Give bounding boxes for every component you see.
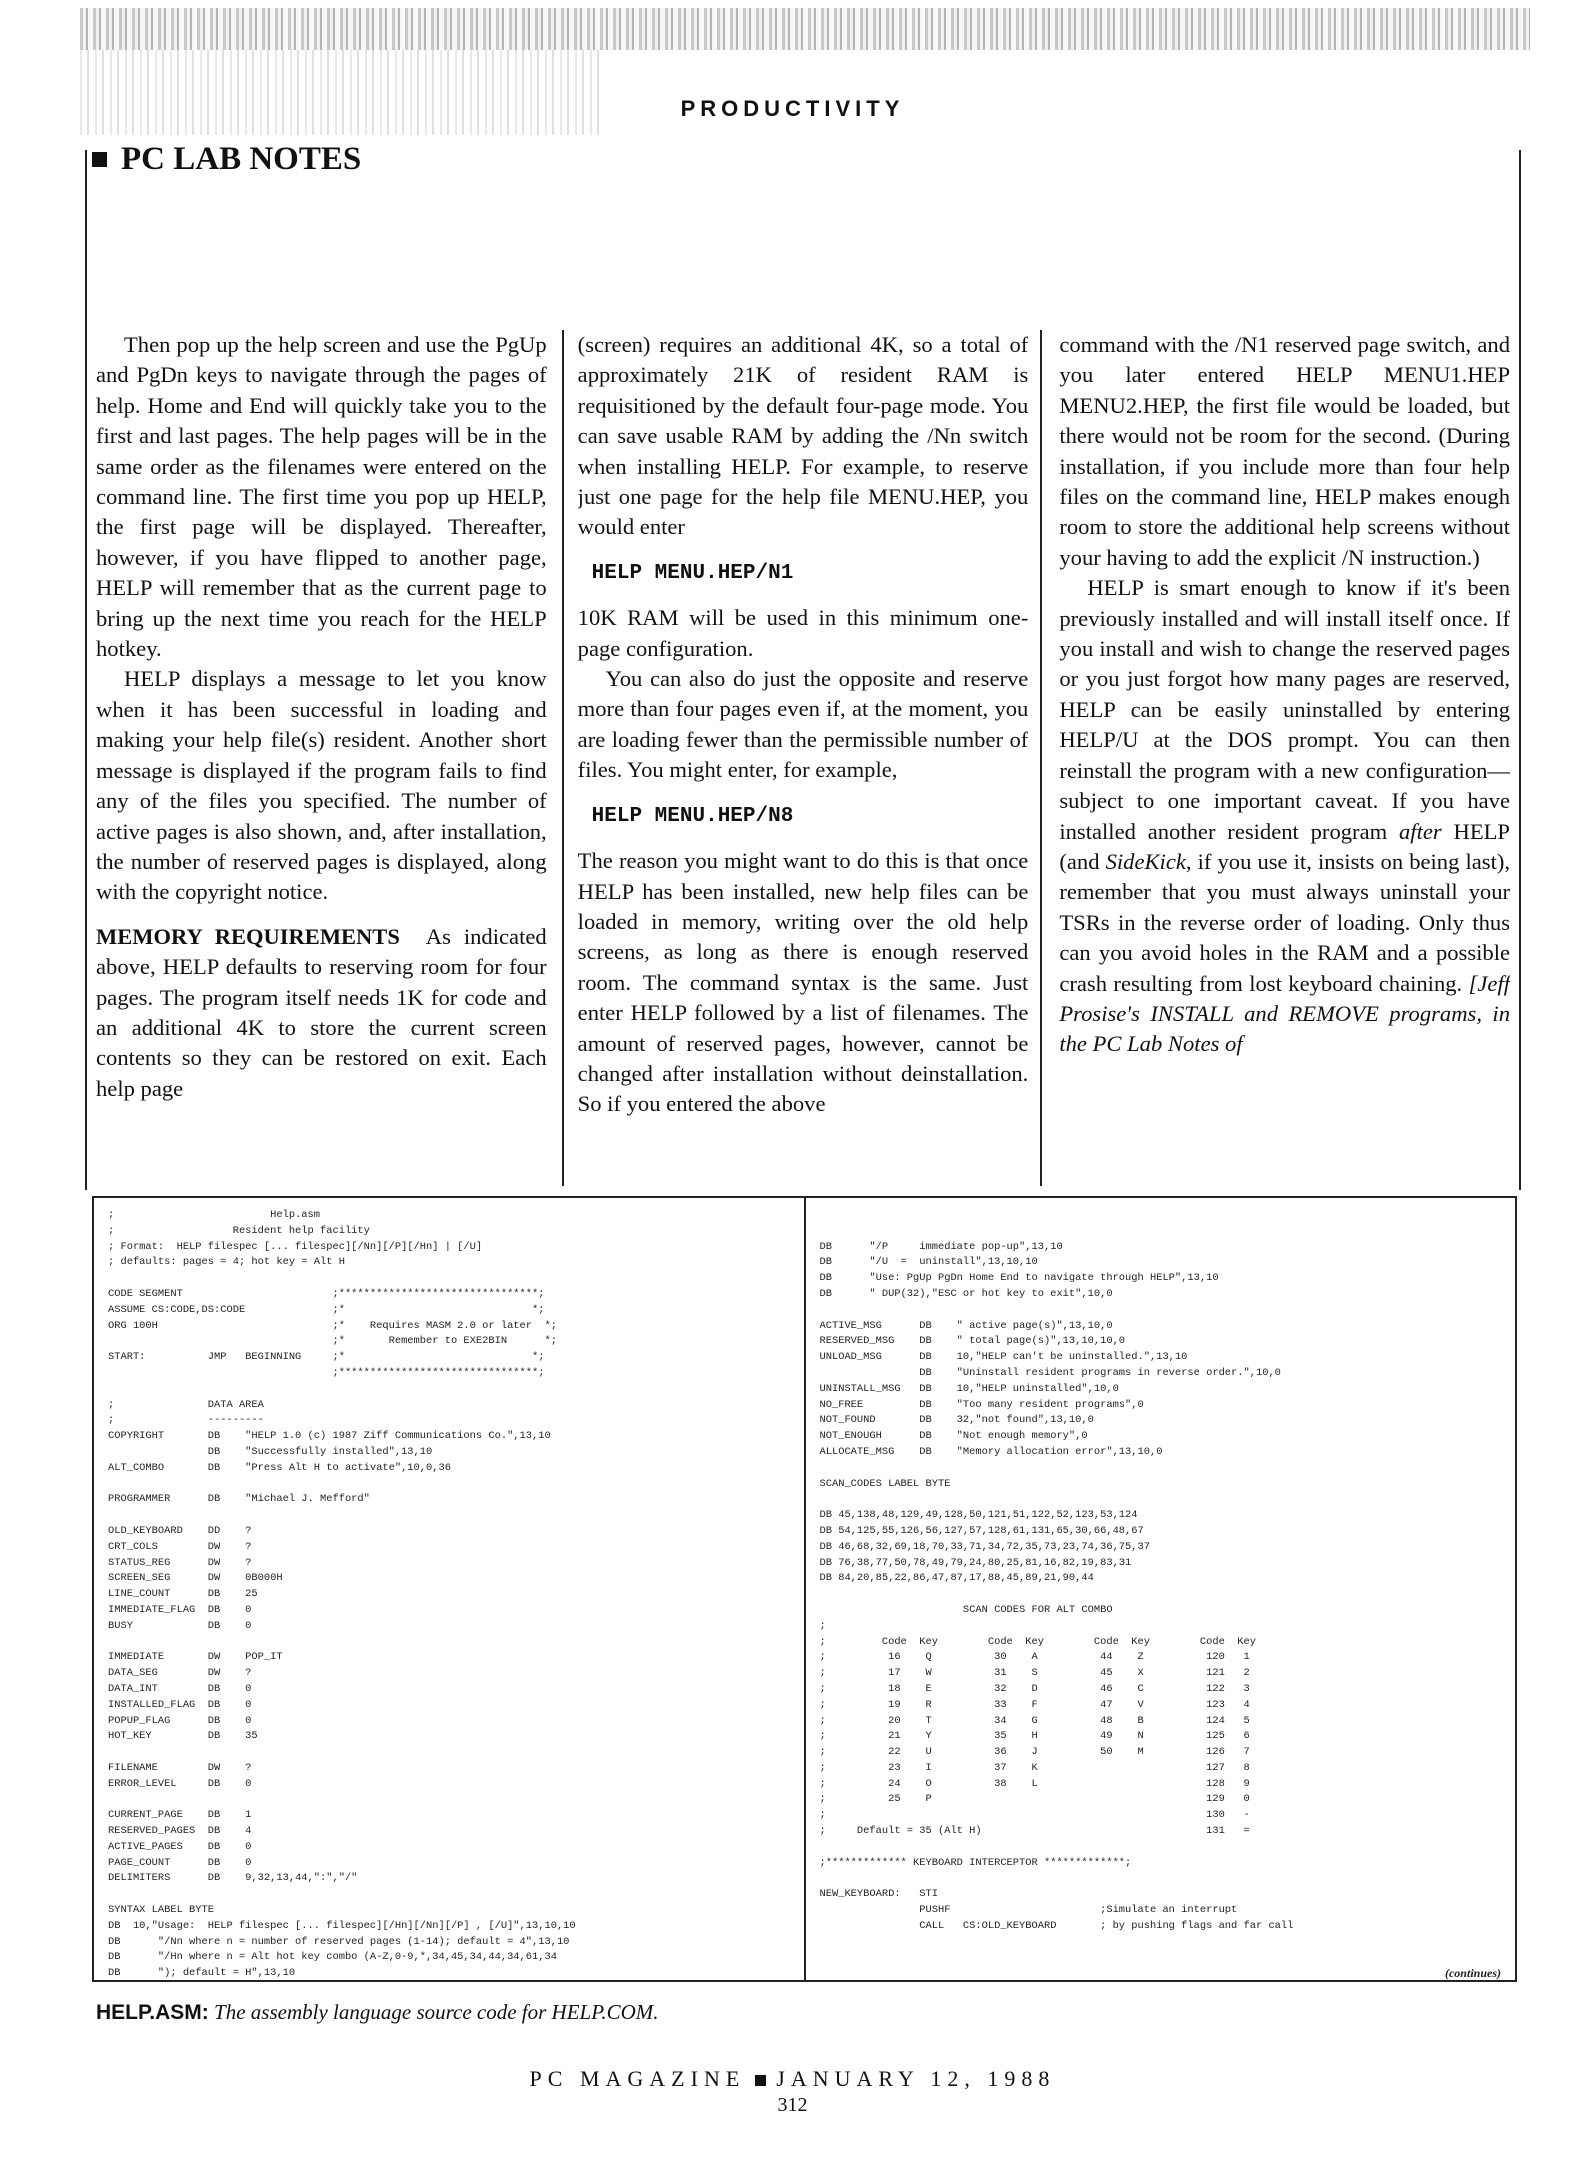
right-rule <box>1519 150 1521 1190</box>
text-run-italic: [Jeff Prosise's INSTALL and REMOVE programs, in the PC Lab Notes of <box>1059 970 1511 1057</box>
paragraph: HELP displays a message to let you know when it has been successful in loading and making your help file(s) resident. Another short message is displayed if the program fails to find any of the files you specified. The number of active pages is also shown, and, after installation, the number of reserved pages is displayed, along with the copyright notice. <box>96 666 547 905</box>
scan-artifact-top <box>80 8 1530 50</box>
listing-left-column: ; Help.asm ; Resident help facility ; Format: HELP filespec [... filespec][/Nn][/P][/Hn] | [/U] ; defaults: pages = 4; hot key = Alt H CODE SEGMENT ;********************************; ASSUME CS:CODE,DS:CODE ;* *; ORG 100H ;* Requires MASM 2.0 or later *; ;* Remember to EXE2BIN *; START: JMP BEGINNING ;* *; ;********************************; ; DATA AREA ; --------- COPYRIGHT DB "HELP 1.0 (c) 1987 Ziff Communications Co.",13,10 DB "Successfully installed",13,10 ALT_COMBO DB "Press Alt H to activate",10,0,36 PROGRAMMER DB "Michael J. Mefford" OLD_KEYBOARD DD ? CRT_COLS DW ? STATUS_REG DW ? SCREEN_SEG DW 0B000H LINE_COUNT DB 25 IMMEDIATE_FLAG DB 0 BUSY DB 0 IMMEDIATE DW POP_IT DATA_SEG DW ? DATA_INT DB 0 INSTALLED_FLAG DB 0 POPUP_FLAG DB 0 HOT_KEY DB 35 FILENAME DW ? ERROR_LEVEL DB 0 CURRENT_PAGE DB 1 RESERVED_PAGES DB 4 ACTIVE_PAGES DB 0 PAGE_COUNT DB 0 DELIMITERS DB 9,32,13,44,":","/" SYNTAX LABEL BYTE DB 10,"Usage: HELP filespec [... filespec][/Hn][/Nn][/P] , [/U]",13,10,10 DB "/Nn where n = number of reserved pages (1-14); default = 4",13,10 DB "/Hn where n = Alt hot key combo (A-Z,0-9,*,34,45,34,44,34,61,34 DB "); default = H",13,10 <box>94 1198 806 1980</box>
scan-artifact-left <box>80 50 600 135</box>
column-title-text: PC LAB NOTES <box>121 141 362 177</box>
paragraph: (screen) requires an additional 4K, so a total of approximately 21K of resident RAM is requisitioned by the default four-page mode. You can save usable RAM by adding the /Nn switch when installing HELP. For example, to reserve just one page for the help file MENU.HEP, you would enter <box>577 332 1029 540</box>
article-column-3 <box>1059 330 1510 1186</box>
caption-text: The assembly language source code for HELP.COM. <box>214 2000 659 2024</box>
code-listing <box>92 1196 1517 1982</box>
figure-caption <box>96 2000 659 2025</box>
paragraph: Then pop up the help screen and use the PgUp and PgDn keys to navigate through the pages of help. Home and End will quickly take you to the first and last pages. The help pages will be in the same order as the filenames were entered on the command line. The first time you pop up HELP, the first page will be displayed. Thereafter, however, if you have flipped to another page, HELP will remember that as the current page to bring up the next time you reach for the HELP hotkey. <box>96 332 547 662</box>
issue-date: JANUARY 12, 1988 <box>776 2066 1056 2091</box>
paragraph: command with the /N1 reserved page switch, and you later entered HELP MENU1.HEP MENU2.HEP, the first file would be loaded, but there would not be room for the second. (During installation, if you include more than four help files on the command line, HELP makes enough room to store the additional help screens without your having to add the explicit /N instruction.) <box>1059 332 1511 570</box>
paragraph-text: As indicated above, HELP defaults to reserving room for four pages. The program itself needs 1K for code and an additional 4K to store the current screen contents so they can be restored on exit. Each help page <box>96 923 547 1101</box>
text-run: HELP (and <box>1059 818 1510 874</box>
paragraph-caveat <box>1059 573 1510 1060</box>
paragraph-memory <box>96 922 547 1104</box>
continues-label: (continues) <box>1444 1966 1501 1980</box>
section-label: PRODUCTIVITY <box>680 96 905 121</box>
text-run-italic: after <box>1399 818 1442 844</box>
bullet-square-icon <box>92 152 107 167</box>
article-column-2 <box>578 330 1029 1186</box>
listing-right-text: DB "/P immediate pop-up",13,10 DB "/U = uninstall",13,10,10 DB "Use: PgUp PgDn Home End to navigate through HELP",13,10 DB " DUP(32),"ESC or hot key to exit",10,0 ACTIVE_MSG DB " active page(s)",13,10,0 RESERVED_MSG DB " total page(s)",13,10,10,0 UNLOAD_MSG DB 10,"HELP can't be uninstalled.",13,10 DB "Uninstall resident programs in reverse order.",10,0 UNINSTALL_MSG DB 10,"HELP uninstalled",10,0 NO_FREE DB "Too many resident programs",0 NOT_FOUND DB 32,"not found",13,10,0 NOT_ENOUGH DB "Not enough memory",0 ALLOCATE_MSG DB "Memory allocation error",13,10,0 SCAN_CODES LABEL BYTE DB 45,138,48,129,49,128,50,121,51,122,52,123,53,124 DB 54,125,55,126,56,127,57,128,61,131,65,30,66,48,67 DB 46,68,32,69,18,70,33,71,34,72,35,73,23,74,36,75,37 DB 76,38,77,50,78,49,79,24,80,25,81,16,82,19,83,31 DB 84,20,85,22,86,47,87,17,88,45,89,21,90,44 SCAN CODES FOR ALT COMBO ; ; Code Key Code Key Code Key Code Key ; 16 Q 30 A 44 Z 120 1 ; 17 W 31 S 45 X 121 2 ; 18 E 32 D 46 C 122 3 ; 19 R 33 F 47 V 123 4 ; 20 T 34 G 48 B 124 5 ; 21 Y 35 H 49 N 125 6 ; 22 U 36 J 50 M 126 7 ; 23 I 37 K 127 8 ; 24 O 38 L 128 9 ; 25 P 129 0 ; 130 - ; Default = 35 (Alt H) 131 = ;************* KEYBOARD INTERCEPTOR *************; NEW_KEYBOARD: STI PUSHF ;Simulate an interrupt CALL CS:OLD_KEYBOARD ; by pushing flags and far call <box>819 1240 1294 1932</box>
left-rule <box>85 150 87 1190</box>
column-title <box>92 141 361 178</box>
subhead: MEMORY REQUIREMENTS <box>96 923 400 949</box>
code-line: HELP MENU.HEP/N8 <box>591 804 794 828</box>
page-number: 312 <box>777 2094 808 2116</box>
magazine-name: PC MAGAZINE <box>529 2066 746 2091</box>
code-line: HELP MENU.HEP/N1 <box>591 561 794 585</box>
text-run: HELP is smart enough to know if it's been previously installed and will install itself once. If you install and wish to change the reserved pages or you just forgot how many pages are reserved, HELP can be easily uninstalled by entering HELP/U at the DOS prompt. You can then reinstall the program with a new configuration—subject to one important caveat. If you have installed another resident program <box>1059 575 1511 844</box>
paragraph: 10K RAM will be used in this minimum one-page configuration. <box>577 605 1029 661</box>
listing-right-column <box>806 1198 1516 1980</box>
caption-label: HELP.ASM: <box>96 2001 209 2024</box>
article-column-1 <box>96 330 547 1186</box>
text-run-italic: SideKick <box>1105 848 1186 874</box>
paragraph: You can also do just the opposite and reserve more than four pages even if, at the moment, you are loading fewer than the permissible number of files. You might enter, for example, <box>577 666 1029 783</box>
text-run: , if you use it, insists on being last), remember that you must always uninstall your TSRs in the reverse order of loading. Only thus can you avoid holes in the RAM and a possible crash resulting from lost keyboard chaining. <box>1059 848 1511 996</box>
bullet-square-icon <box>755 2075 766 2086</box>
page-footer <box>0 2066 1585 2092</box>
article-body <box>96 330 1510 1186</box>
paragraph: The reason you might want to do this is that once HELP has been installed, new help files can be loaded in memory, writing over the old help screens, as long as there is enough reserved room. The command syntax is the same. Just enter HELP followed by a list of filenames. The amount of reserved pages, however, cannot be changed after installation without deinstallation. So if you entered the above <box>577 848 1029 1117</box>
